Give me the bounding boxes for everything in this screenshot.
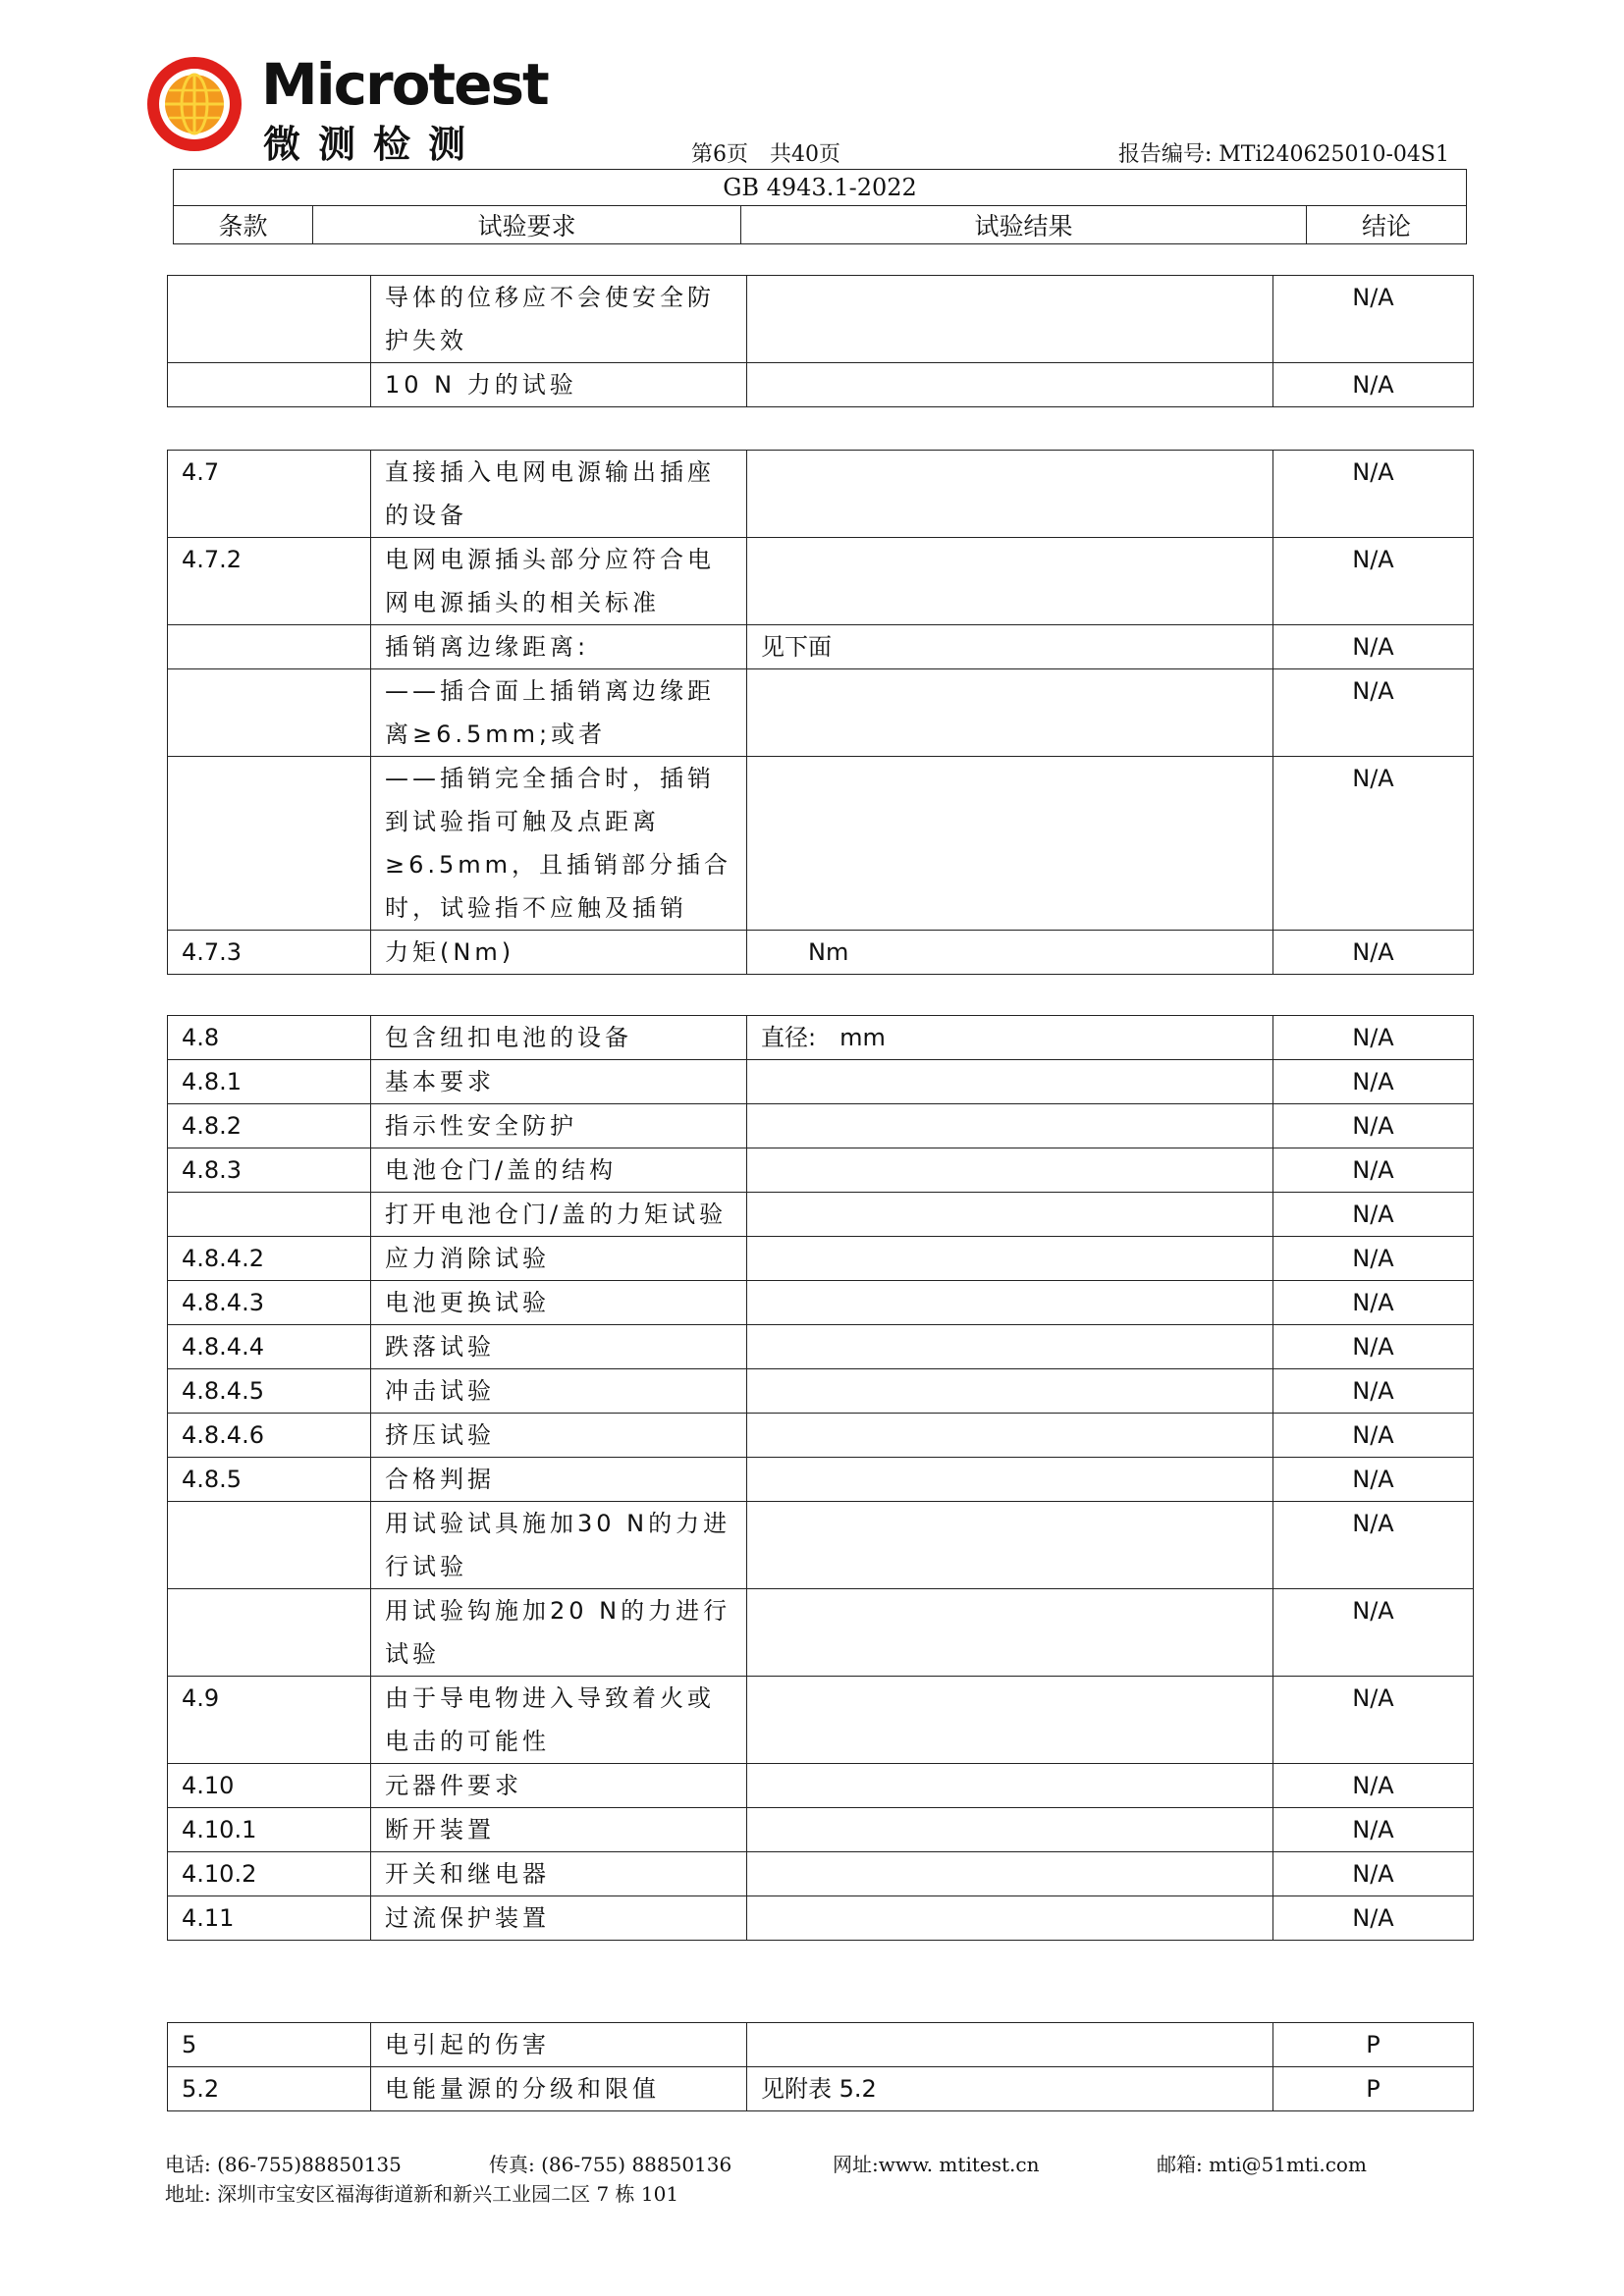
table-row <box>168 931 1474 975</box>
clause-cell: 4.8 <box>168 1016 371 1060</box>
clause-cell <box>168 625 371 669</box>
table-row <box>168 1281 1474 1325</box>
requirement-cell: 跌落试验 <box>371 1325 747 1369</box>
conclusion-cell: N/A <box>1273 276 1474 363</box>
table-row <box>168 669 1474 757</box>
clause-cell: 4.8.4.3 <box>168 1281 371 1325</box>
conclusion-cell: P <box>1273 2067 1474 2111</box>
table-row <box>168 1502 1474 1589</box>
result-cell: 见下面 <box>747 625 1273 669</box>
conclusion-cell: N/A <box>1273 669 1474 757</box>
result-cell <box>747 1148 1273 1193</box>
clause-cell: 5.2 <box>168 2067 371 2111</box>
requirement-cell: 过流保护装置 <box>371 1896 747 1941</box>
result-cell <box>747 669 1273 757</box>
conclusion-cell: N/A <box>1273 1896 1474 1941</box>
clause-cell: 4.7.2 <box>168 538 371 625</box>
clause-cell <box>168 276 371 363</box>
result-cell: Nm <box>747 931 1273 975</box>
footer-fax: 传真: (86-755) 88850136 <box>489 2153 732 2176</box>
table-row <box>168 1016 1474 1060</box>
table-row <box>168 1414 1474 1458</box>
table-row <box>168 1589 1474 1677</box>
requirement-cell: 元器件要求 <box>371 1764 747 1808</box>
clause-cell: 5 <box>168 2023 371 2067</box>
result-cell: 直径: mm <box>747 1016 1273 1060</box>
footer-email: 邮箱: mti@51mti.com <box>1157 2153 1367 2176</box>
conclusion-cell: N/A <box>1273 1852 1474 1896</box>
result-cell <box>747 1677 1273 1764</box>
table-row <box>168 1808 1474 1852</box>
result-cell <box>747 538 1273 625</box>
clause-cell: 4.8.1 <box>168 1060 371 1104</box>
requirement-cell: 合格判据 <box>371 1458 747 1502</box>
clause-cell: 4.7.3 <box>168 931 371 975</box>
column-header-result: 试验结果 <box>741 206 1307 244</box>
conclusion-cell: N/A <box>1273 363 1474 407</box>
requirement-cell: 电池更换试验 <box>371 1281 747 1325</box>
clause-cell: 4.8.4.4 <box>168 1325 371 1369</box>
table-row <box>168 538 1474 625</box>
conclusion-cell: N/A <box>1273 1764 1474 1808</box>
table-row <box>168 625 1474 669</box>
footer-website: 网址:www. mtitest.cn <box>833 2153 1040 2176</box>
report-number: 报告编号: MTi240625010-04S1 <box>1117 142 1449 167</box>
table-row <box>168 1325 1474 1369</box>
result-cell <box>747 1589 1273 1677</box>
conclusion-cell: N/A <box>1273 1589 1474 1677</box>
result-cell <box>747 2023 1273 2067</box>
clause-cell: 4.10.2 <box>168 1852 371 1896</box>
conclusion-cell: N/A <box>1273 1193 1474 1237</box>
column-header-requirement: 试验要求 <box>313 206 741 244</box>
conclusion-cell: N/A <box>1273 1458 1474 1502</box>
footer <box>165 2150 1367 2209</box>
conclusion-cell: P <box>1273 2023 1474 2067</box>
logo-name-cn: 微测检测 <box>263 123 484 166</box>
result-cell <box>747 451 1273 538</box>
conclusion-cell: N/A <box>1273 1325 1474 1369</box>
result-cell <box>747 1104 1273 1148</box>
clause-table <box>167 1015 1474 1941</box>
requirement-cell: 力矩(Nm) <box>371 931 747 975</box>
conclusion-cell: N/A <box>1273 1281 1474 1325</box>
clause-cell <box>168 1193 371 1237</box>
requirement-cell: ——插合面上插销离边缘距离≥6.5mm;或者 <box>371 669 747 757</box>
table-row <box>168 1060 1474 1104</box>
standard-row <box>174 170 1467 206</box>
requirement-cell: 导体的位移应不会使安全防护失效 <box>371 276 747 363</box>
conclusion-cell: N/A <box>1273 1369 1474 1414</box>
conclusion-cell: N/A <box>1273 1148 1474 1193</box>
conclusion-cell: N/A <box>1273 1104 1474 1148</box>
clause-cell: 4.8.3 <box>168 1148 371 1193</box>
conclusion-cell: N/A <box>1273 451 1474 538</box>
table-row <box>168 1193 1474 1237</box>
table-row <box>168 1852 1474 1896</box>
clause-cell: 4.8.4.2 <box>168 1237 371 1281</box>
conclusion-cell: N/A <box>1273 757 1474 931</box>
requirement-cell: 电能量源的分级和限值 <box>371 2067 747 2111</box>
requirement-cell: 开关和继电器 <box>371 1852 747 1896</box>
requirement-cell: 断开装置 <box>371 1808 747 1852</box>
table-row <box>168 363 1474 407</box>
table-row <box>168 1369 1474 1414</box>
footer-phone: 电话: (86-755)88850135 <box>165 2153 402 2176</box>
clause-table <box>167 450 1474 975</box>
table-row <box>168 276 1474 363</box>
column-header-clause: 条款 <box>174 206 313 244</box>
table-row <box>168 1764 1474 1808</box>
requirement-cell: ——插销完全插合时，插销到试验指可触及点距离≥6.5mm，且插销部分插合时，试验指不应触及插销 <box>371 757 747 931</box>
footer-address: 地址: 深圳市宝安区福海街道新和新兴工业园二区 7 栋 101 <box>165 2182 679 2206</box>
requirement-cell: 基本要求 <box>371 1060 747 1104</box>
clause-cell: 4.7 <box>168 451 371 538</box>
result-cell <box>747 1502 1273 1589</box>
clause-cell: 4.8.5 <box>168 1458 371 1502</box>
conclusion-cell: N/A <box>1273 1502 1474 1589</box>
conclusion-cell: N/A <box>1273 1060 1474 1104</box>
clause-cell <box>168 1502 371 1589</box>
conclusion-cell: N/A <box>1273 1414 1474 1458</box>
table-row <box>168 1237 1474 1281</box>
clause-cell <box>168 669 371 757</box>
result-cell <box>747 1764 1273 1808</box>
requirement-cell: 指示性安全防护 <box>371 1104 747 1148</box>
result-cell <box>747 1414 1273 1458</box>
conclusion-cell: N/A <box>1273 931 1474 975</box>
requirement-cell: 电网电源插头部分应符合电网电源插头的相关标准 <box>371 538 747 625</box>
requirement-cell: 插销离边缘距离: <box>371 625 747 669</box>
requirement-cell: 电引起的伤害 <box>371 2023 747 2067</box>
conclusion-cell: N/A <box>1273 1016 1474 1060</box>
requirement-cell: 用试验试具施加30 N的力进行试验 <box>371 1502 747 1589</box>
logo-name-en: Microtest <box>261 51 548 118</box>
requirement-cell: 应力消除试验 <box>371 1237 747 1281</box>
clause-cell: 4.8.2 <box>168 1104 371 1148</box>
clause-cell: 4.10.1 <box>168 1808 371 1852</box>
clause-cell: 4.8.4.6 <box>168 1414 371 1458</box>
clause-cell: 4.10 <box>168 1764 371 1808</box>
clause-cell: 4.11 <box>168 1896 371 1941</box>
requirement-cell: 由于导电物进入导致着火或电击的可能性 <box>371 1677 747 1764</box>
requirement-cell: 挤压试验 <box>371 1414 747 1458</box>
requirement-cell: 打开电池仓门/盖的力矩试验 <box>371 1193 747 1237</box>
clause-cell <box>168 1589 371 1677</box>
requirement-cell: 直接插入电网电源输出插座的设备 <box>371 451 747 538</box>
clause-cell: 4.9 <box>168 1677 371 1764</box>
table-row <box>168 2067 1474 2111</box>
result-cell <box>747 1281 1273 1325</box>
requirement-cell: 冲击试验 <box>371 1369 747 1414</box>
result-cell <box>747 1237 1273 1281</box>
result-cell <box>747 1896 1273 1941</box>
result-cell: 见附表 5.2 <box>747 2067 1273 2111</box>
page-number: 第6页 共40页 <box>691 142 840 167</box>
conclusion-cell: N/A <box>1273 625 1474 669</box>
table-row <box>168 2023 1474 2067</box>
table-row <box>168 451 1474 538</box>
result-cell <box>747 1852 1273 1896</box>
table-row <box>168 1677 1474 1764</box>
clause-table <box>167 275 1474 407</box>
requirement-cell: 包含纽扣电池的设备 <box>371 1016 747 1060</box>
table-row <box>168 1458 1474 1502</box>
header-table <box>173 169 1467 244</box>
requirement-cell: 10 N 力的试验 <box>371 363 747 407</box>
result-cell <box>747 1060 1273 1104</box>
standard-code: GB 4943.1-2022 <box>174 170 1467 206</box>
result-cell <box>747 1369 1273 1414</box>
column-header-row <box>174 206 1467 244</box>
conclusion-cell: N/A <box>1273 1677 1474 1764</box>
conclusion-cell: N/A <box>1273 538 1474 625</box>
table-row <box>168 757 1474 931</box>
table-row <box>168 1896 1474 1941</box>
clause-cell <box>168 363 371 407</box>
table-row <box>168 1104 1474 1148</box>
conclusion-cell: N/A <box>1273 1237 1474 1281</box>
result-cell <box>747 757 1273 931</box>
conclusion-cell: N/A <box>1273 1808 1474 1852</box>
requirement-cell: 用试验钩施加20 N的力进行试验 <box>371 1589 747 1677</box>
result-cell <box>747 1458 1273 1502</box>
clause-cell <box>168 757 371 931</box>
column-header-conclusion: 结论 <box>1307 206 1467 244</box>
result-cell <box>747 1325 1273 1369</box>
company-logo <box>145 51 548 166</box>
result-cell <box>747 1193 1273 1237</box>
requirement-cell: 电池仓门/盖的结构 <box>371 1148 747 1193</box>
result-cell <box>747 363 1273 407</box>
clause-table <box>167 2022 1474 2111</box>
result-cell <box>747 276 1273 363</box>
clause-cell: 4.8.4.5 <box>168 1369 371 1414</box>
result-cell <box>747 1808 1273 1852</box>
globe-logo-icon <box>145 55 244 153</box>
table-row <box>168 1148 1474 1193</box>
